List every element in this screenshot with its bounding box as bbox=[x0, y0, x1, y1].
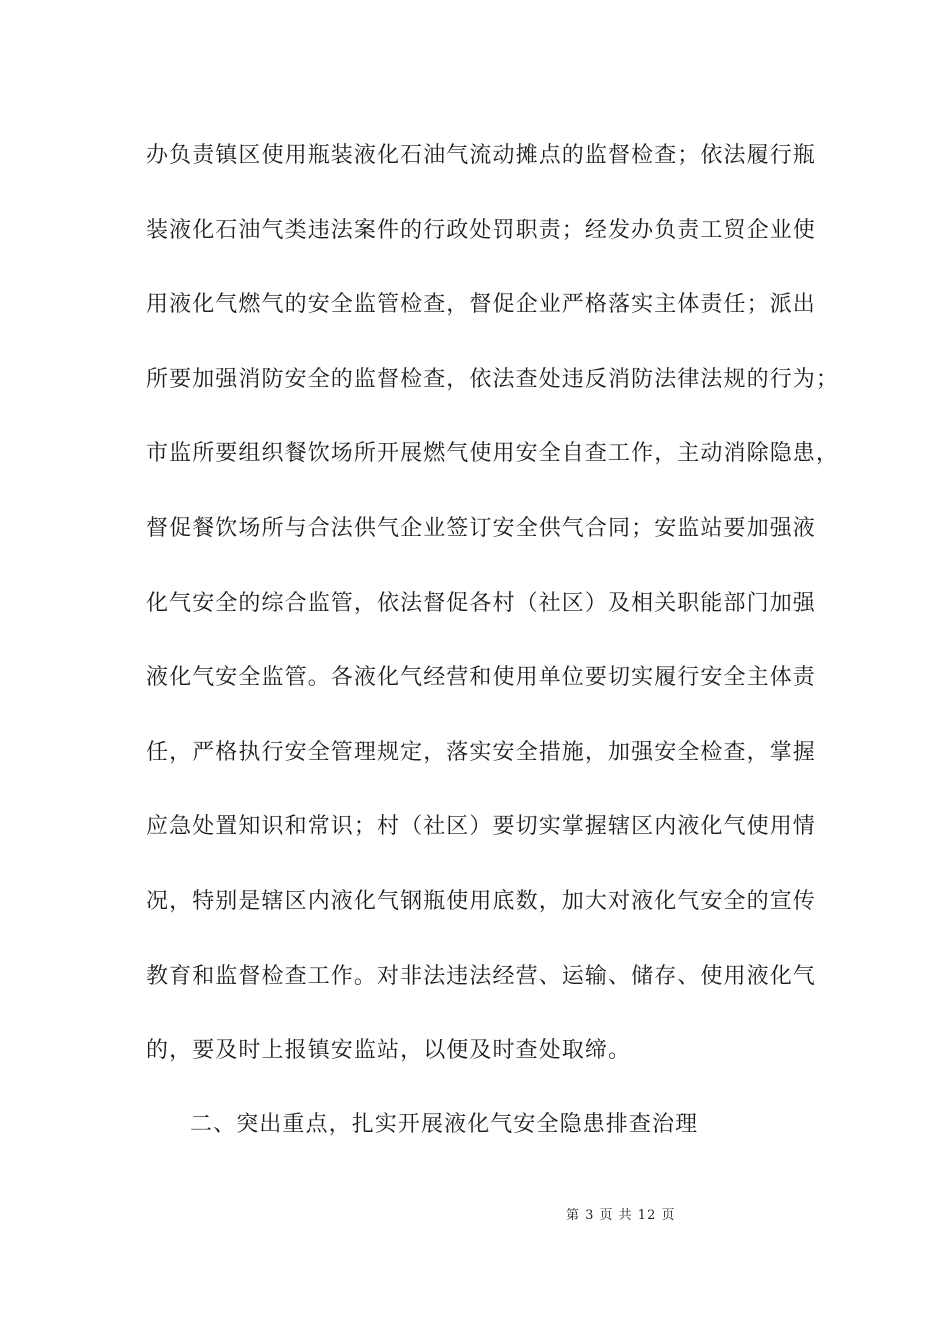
paragraph-line: 况，特别是辖区内液化气钢瓶使用底数，加大对液化气安全的宣传 bbox=[146, 888, 816, 914]
paragraph-line: 教育和监督检查工作。对非法违法经营、运输、储存、使用液化气 bbox=[146, 963, 816, 989]
paragraph-line: 用液化气燃气的安全监管检查，督促企业严格落实主体责任；派出 bbox=[146, 292, 816, 318]
paragraph-line: 的，要及时上报镇安监站，以便及时查处取缔。 bbox=[146, 1038, 632, 1064]
paragraph-line: 所要加强消防安全的监督检查，依法查处违反消防法律法规的行为； bbox=[146, 366, 840, 392]
paragraph-line: 任，严格执行安全管理规定，落实安全措施，加强安全检查，掌握 bbox=[146, 739, 816, 765]
paragraph-line: 液化气安全监管。各液化气经营和使用单位要切实履行安全主体责 bbox=[146, 665, 816, 691]
body-paragraph bbox=[146, 134, 846, 1104]
page-number-footer: 第 3 页 共 12 页 bbox=[566, 1208, 676, 1223]
paragraph-line: 应急处置知识和常识；村（社区）要切实掌握辖区内液化气使用情 bbox=[146, 814, 816, 840]
section-heading: 二、突出重点，扎实开展液化气安全隐患排查治理 bbox=[190, 1112, 699, 1137]
paragraph-line: 市监所要组织餐饮场所开展燃气使用安全自查工作，主动消除隐患， bbox=[146, 441, 840, 467]
paragraph-line: 化气安全的综合监管，依法督促各村（社区）及相关职能部门加强 bbox=[146, 590, 816, 616]
paragraph-line: 装液化石油气类违法案件的行政处罚职责；经发办负责工贸企业使 bbox=[146, 217, 816, 243]
paragraph-line: 办负责镇区使用瓶装液化石油气流动摊点的监督检查；依法履行瓶 bbox=[146, 143, 816, 168]
paragraph-line: 督促餐饮场所与合法供气企业签订安全供气合同；安监站要加强液 bbox=[146, 515, 816, 541]
